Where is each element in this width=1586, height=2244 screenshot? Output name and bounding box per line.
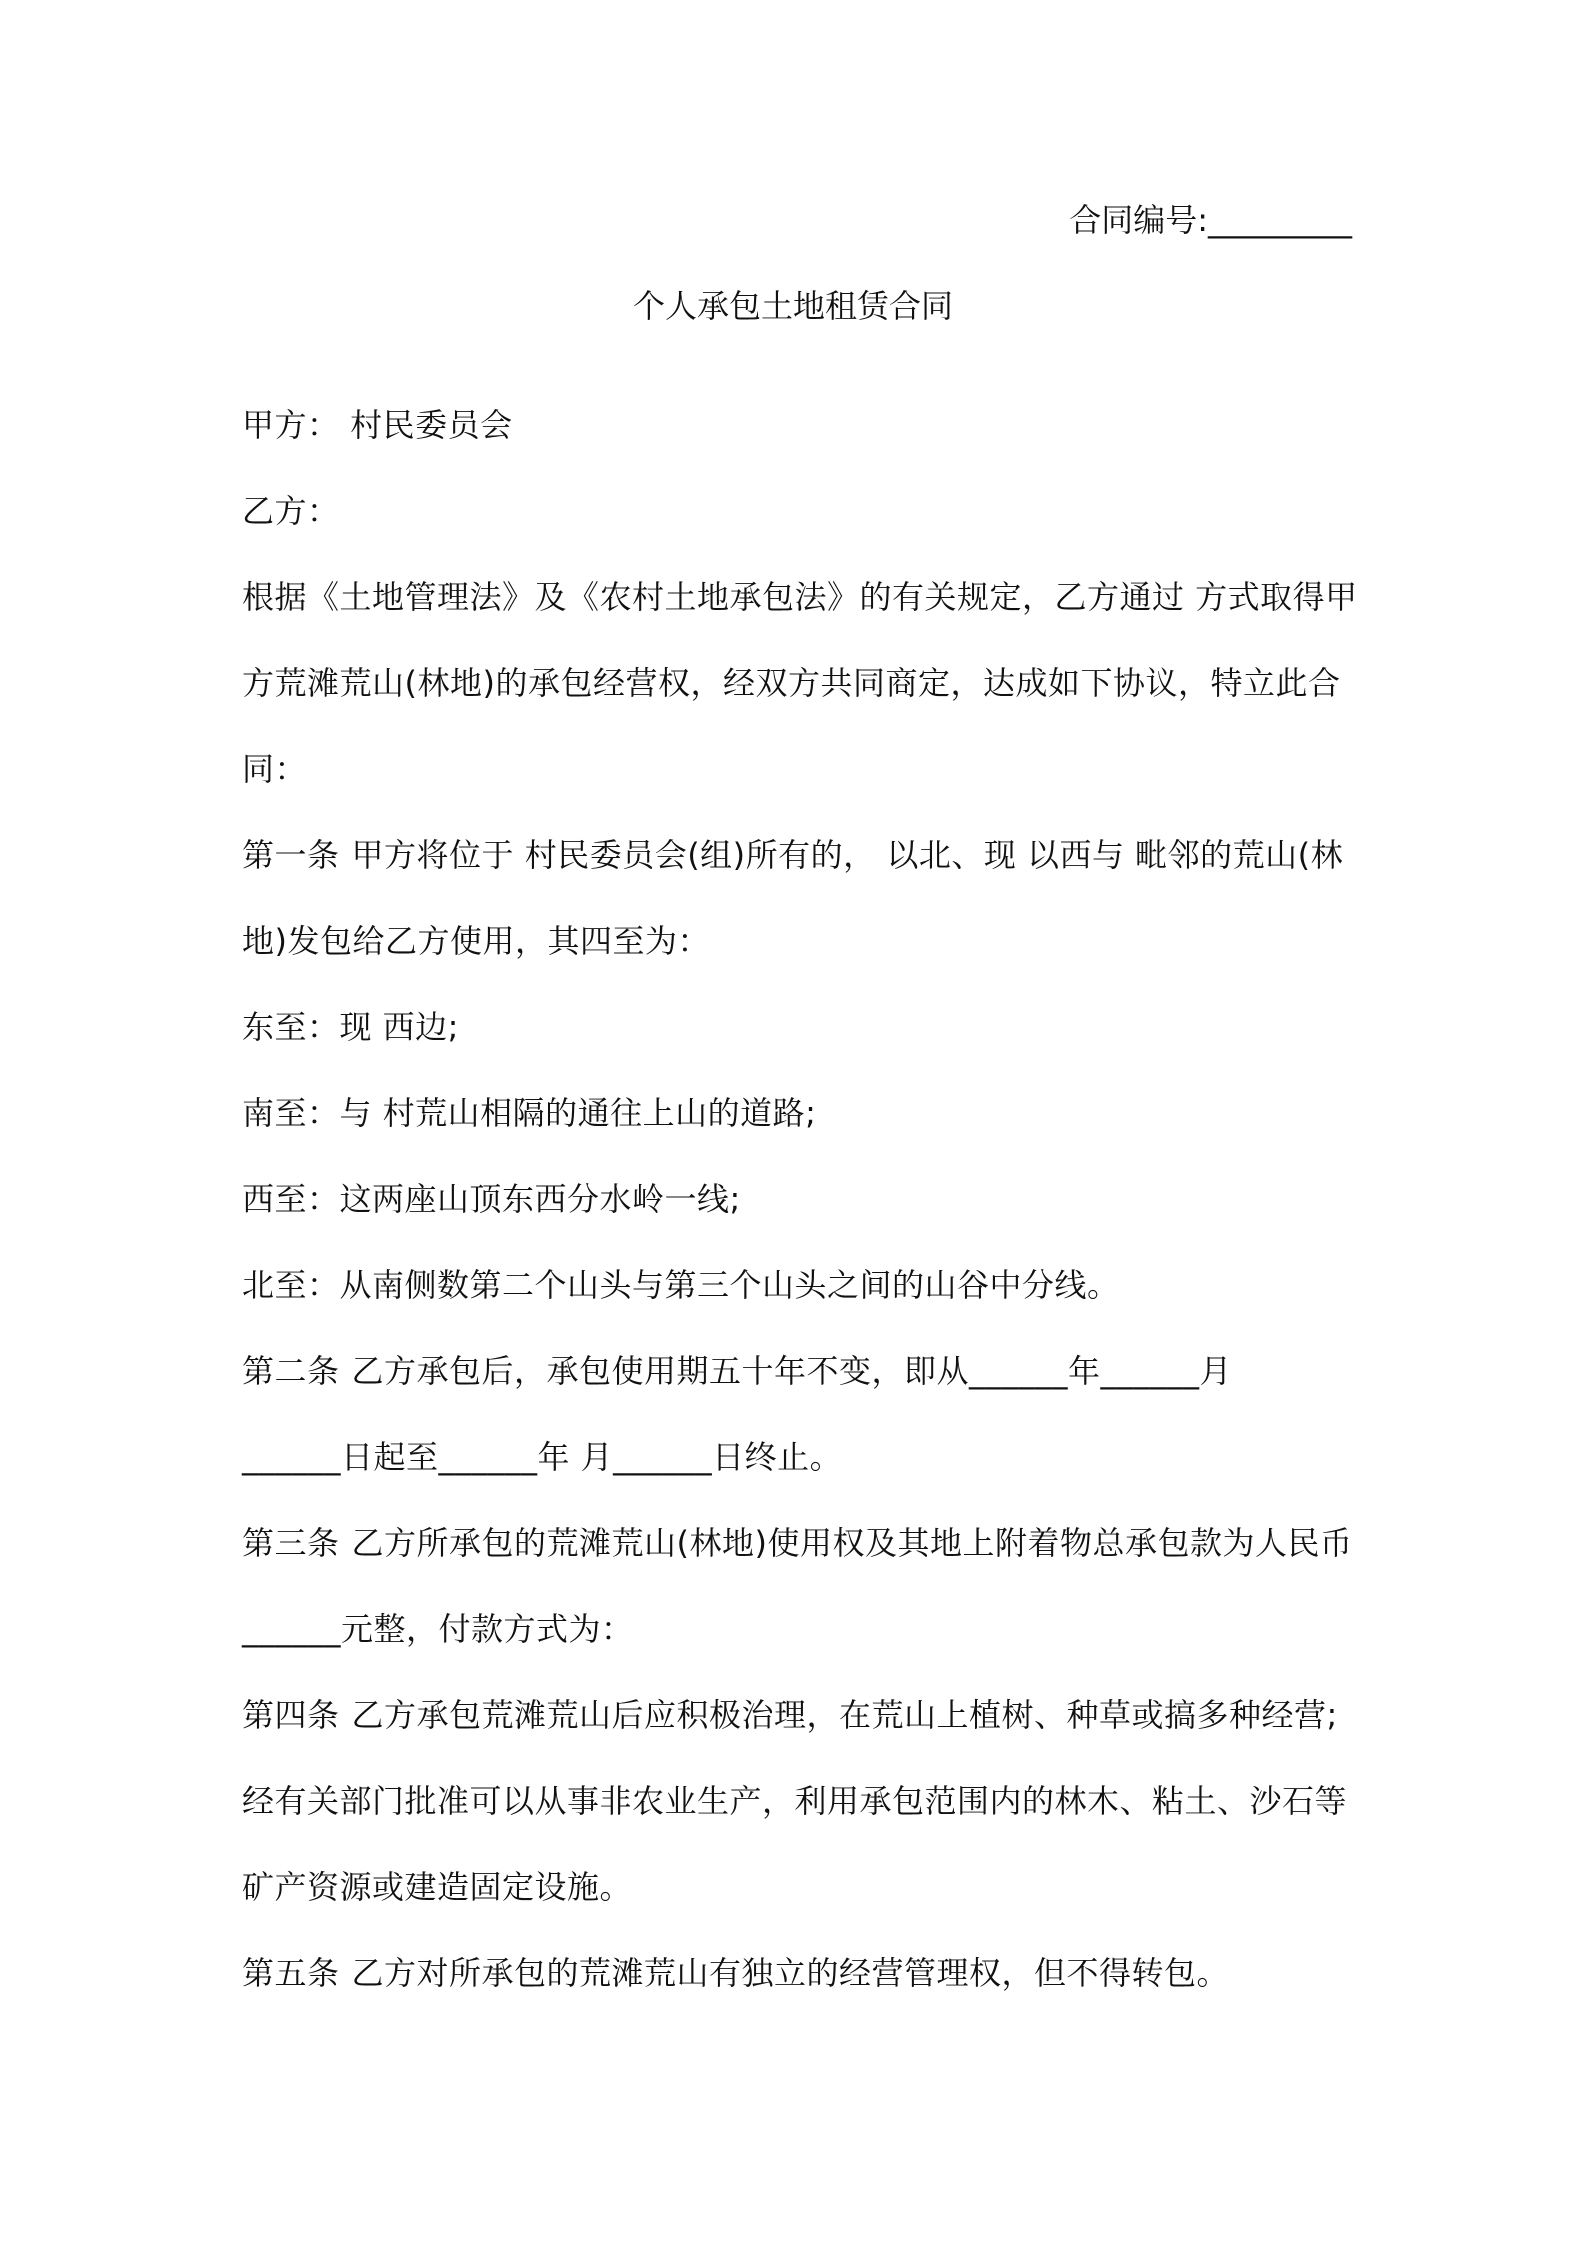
document-title: 个人承包土地租赁合同 [632, 287, 953, 325]
article-2-cont: ______日起至______年 月______日终止。 [242, 1438, 843, 1476]
article-5-text: 乙方对所承包的荒滩荒山有独立的经营管理权，但不得转包。 [351, 1954, 1230, 1992]
article-2-label: 第二条 [242, 1352, 340, 1390]
article-5 [242, 1951, 1352, 1995]
party-a: 甲方： 村民委员会 [242, 406, 513, 444]
article-3-label: 第三条 [242, 1524, 340, 1562]
intro-line: 根据《土地管理法》及《农村土地承包法》的有关规定，乙方通过 方式取得甲 [242, 578, 1358, 616]
boundary-south: 南至：与 村荒山相隔的通往上山的道路; [242, 1094, 817, 1132]
article-3 [242, 1521, 1352, 1565]
article-5-label: 第五条 [242, 1954, 340, 1992]
article-4-cont: 矿产资源或建造固定设施。 [242, 1868, 633, 1906]
article-2 [242, 1349, 1352, 1393]
intro-line: 方荒滩荒山(林地)的承包经营权，经双方共同商定，达成如下协议，特立此合 [242, 664, 1341, 702]
article-4-text: 乙方承包荒滩荒山后应积极治理，在荒山上植树、种草或搞多种经营; [351, 1696, 1338, 1734]
article-4 [242, 1693, 1352, 1737]
article-3-text: 乙方所承包的荒滩荒山(林地)使用权及其地上附着物总承包款为人民币 [351, 1524, 1353, 1562]
boundary-east: 东至：现 西边; [242, 1008, 459, 1046]
article-4-cont: 经有关部门批准可以从事非农业生产，利用承包范围内的林木、粘土、沙石等 [242, 1782, 1348, 1820]
contract-number: 合同编号:_________ [1069, 201, 1352, 239]
article-1-label: 第一条 [242, 836, 340, 874]
intro-line: 同： [242, 750, 308, 788]
article-3-cont: ______元整，付款方式为： [242, 1610, 634, 1648]
article-2-text: 乙方承包后，承包使用期五十年不变，即从______年______月 [351, 1352, 1233, 1390]
article-1 [242, 833, 1352, 877]
party-b: 乙方： [242, 492, 340, 530]
article-4-label: 第四条 [242, 1696, 340, 1734]
boundary-west: 西至：这两座山顶东西分水岭一线; [242, 1180, 741, 1218]
article-1-text: 甲方将位于 村民委员会(组)所有的， 以北、现 以西与 毗邻的荒山(林 [351, 836, 1344, 874]
article-1-cont: 地)发包给乙方使用，其四至为： [242, 922, 710, 960]
boundary-north: 北至：从南侧数第二个山头与第三个山头之间的山谷中分线。 [242, 1266, 1120, 1304]
